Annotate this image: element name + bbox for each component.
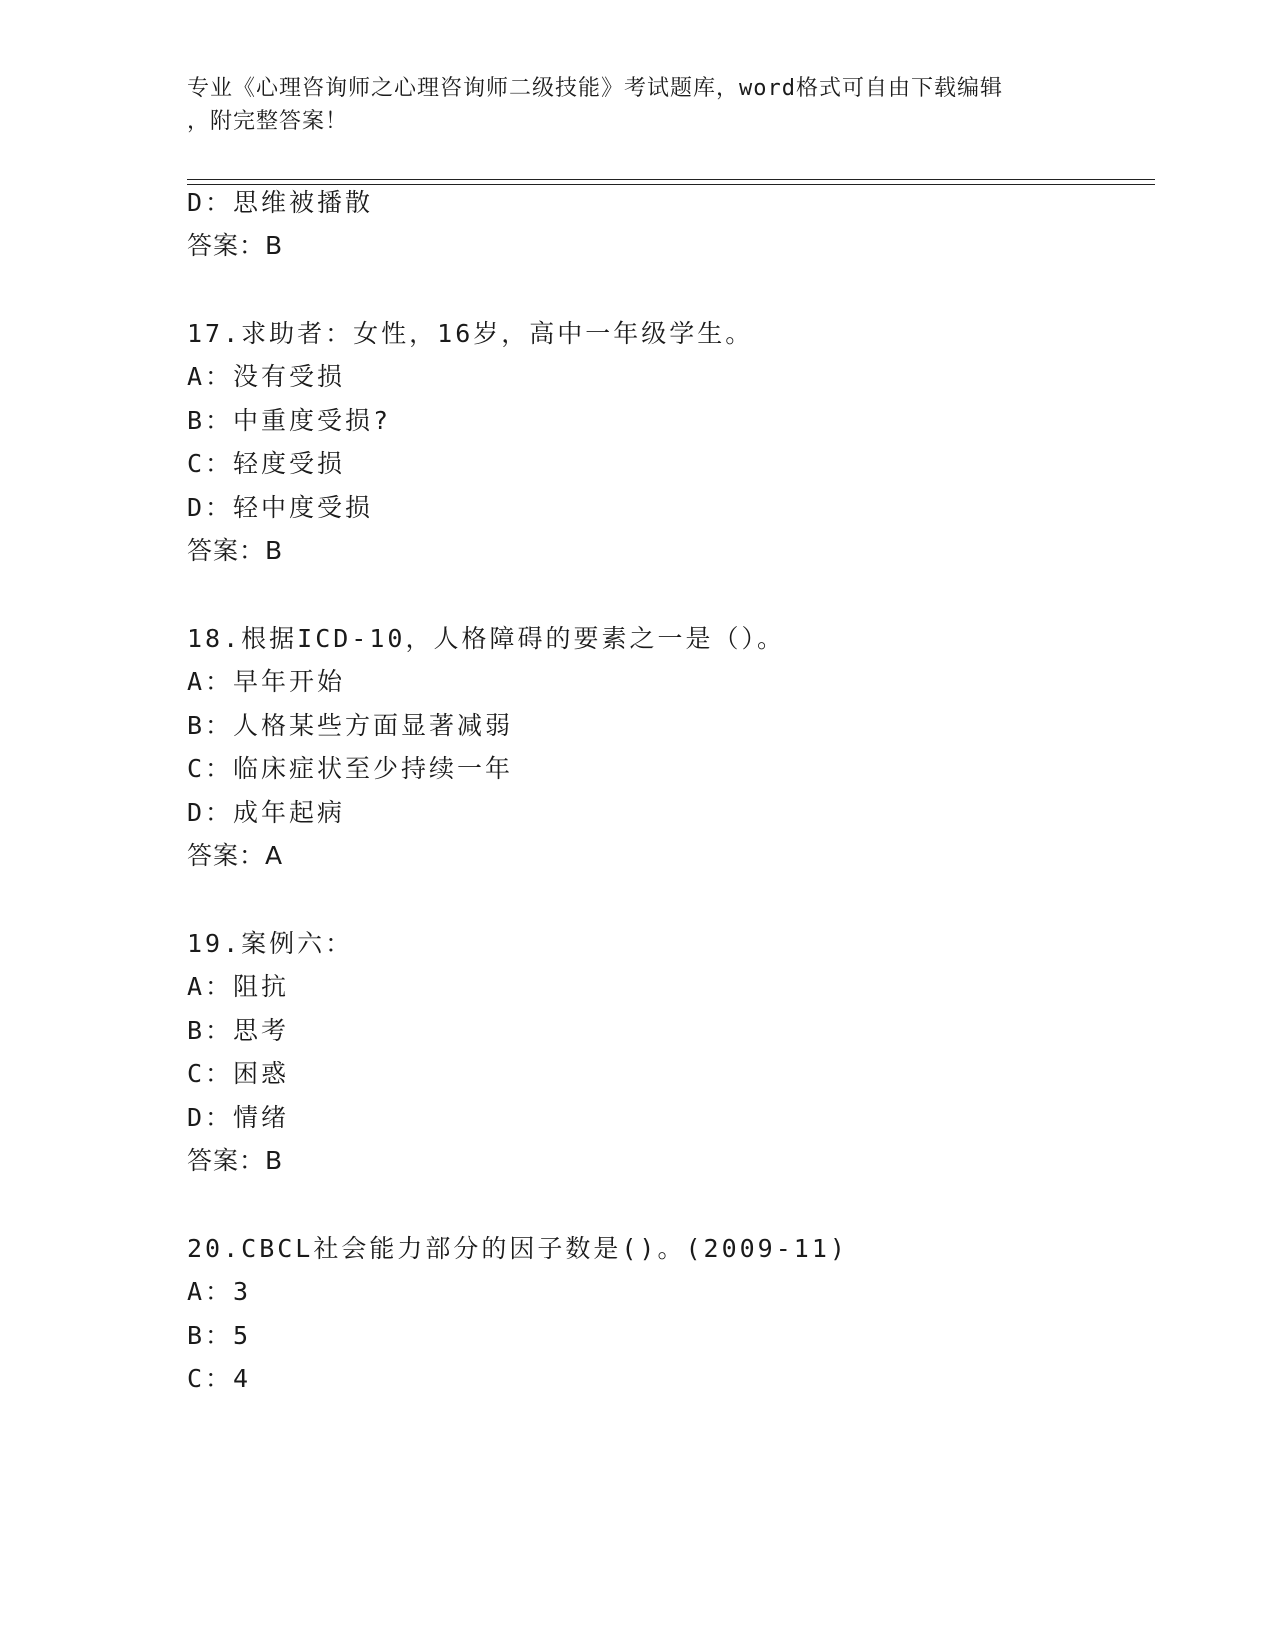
question-17-option-c: C：轻度受损: [187, 449, 346, 478]
header-divider-top: [187, 179, 1155, 180]
question-17-option-b: B：中重度受损?: [187, 406, 392, 435]
question-20-stem: 20.CBCL社会能力部分的因子数是()。(2009-11): [187, 1234, 848, 1263]
question-19-option-b: B：思考: [187, 1016, 290, 1045]
prev-question-option-d: D：思维被播散: [187, 188, 374, 217]
question-19-option-c: C：困惑: [187, 1059, 290, 1088]
question-20-option-b: B：5: [187, 1321, 252, 1350]
question-17-stem: 17.求助者：女性，16岁，高中一年级学生。: [187, 319, 754, 348]
question-17-option-a: A：没有受损: [187, 362, 346, 391]
question-18-option-a: A：早年开始: [187, 667, 346, 696]
header-title-line: 专业《心理咨询师之心理咨询师二级技能》考试题库，word格式可自由下载编辑: [187, 76, 1003, 101]
question-19-option-a: A：阻抗: [187, 972, 290, 1001]
question-20-option-a: A：3: [187, 1277, 252, 1306]
document-header: [187, 72, 1087, 138]
header-divider-bottom: [187, 184, 1155, 185]
header-title-continuation: ，附完整答案！: [187, 109, 349, 134]
question-17-option-d: D：轻中度受损: [187, 493, 374, 522]
question-19-answer: 答案：B: [187, 1146, 284, 1175]
question-18-option-b: B：人格某些方面显著减弱: [187, 711, 514, 740]
question-17-answer: 答案：B: [187, 536, 284, 565]
prev-question-answer: 答案：B: [187, 231, 284, 260]
question-20-option-c: C：4: [187, 1364, 252, 1393]
question-18-stem: 18.根据ICD-10，人格障碍的要素之一是（）。: [187, 624, 785, 653]
question-18-answer: 答案：A: [187, 841, 284, 870]
question-19-stem: 19.案例六：: [187, 929, 354, 958]
question-18-option-c: C：临床症状至少持续一年: [187, 754, 514, 783]
question-18-option-d: D：成年起病: [187, 798, 346, 827]
question-19-option-d: D：情绪: [187, 1103, 290, 1132]
